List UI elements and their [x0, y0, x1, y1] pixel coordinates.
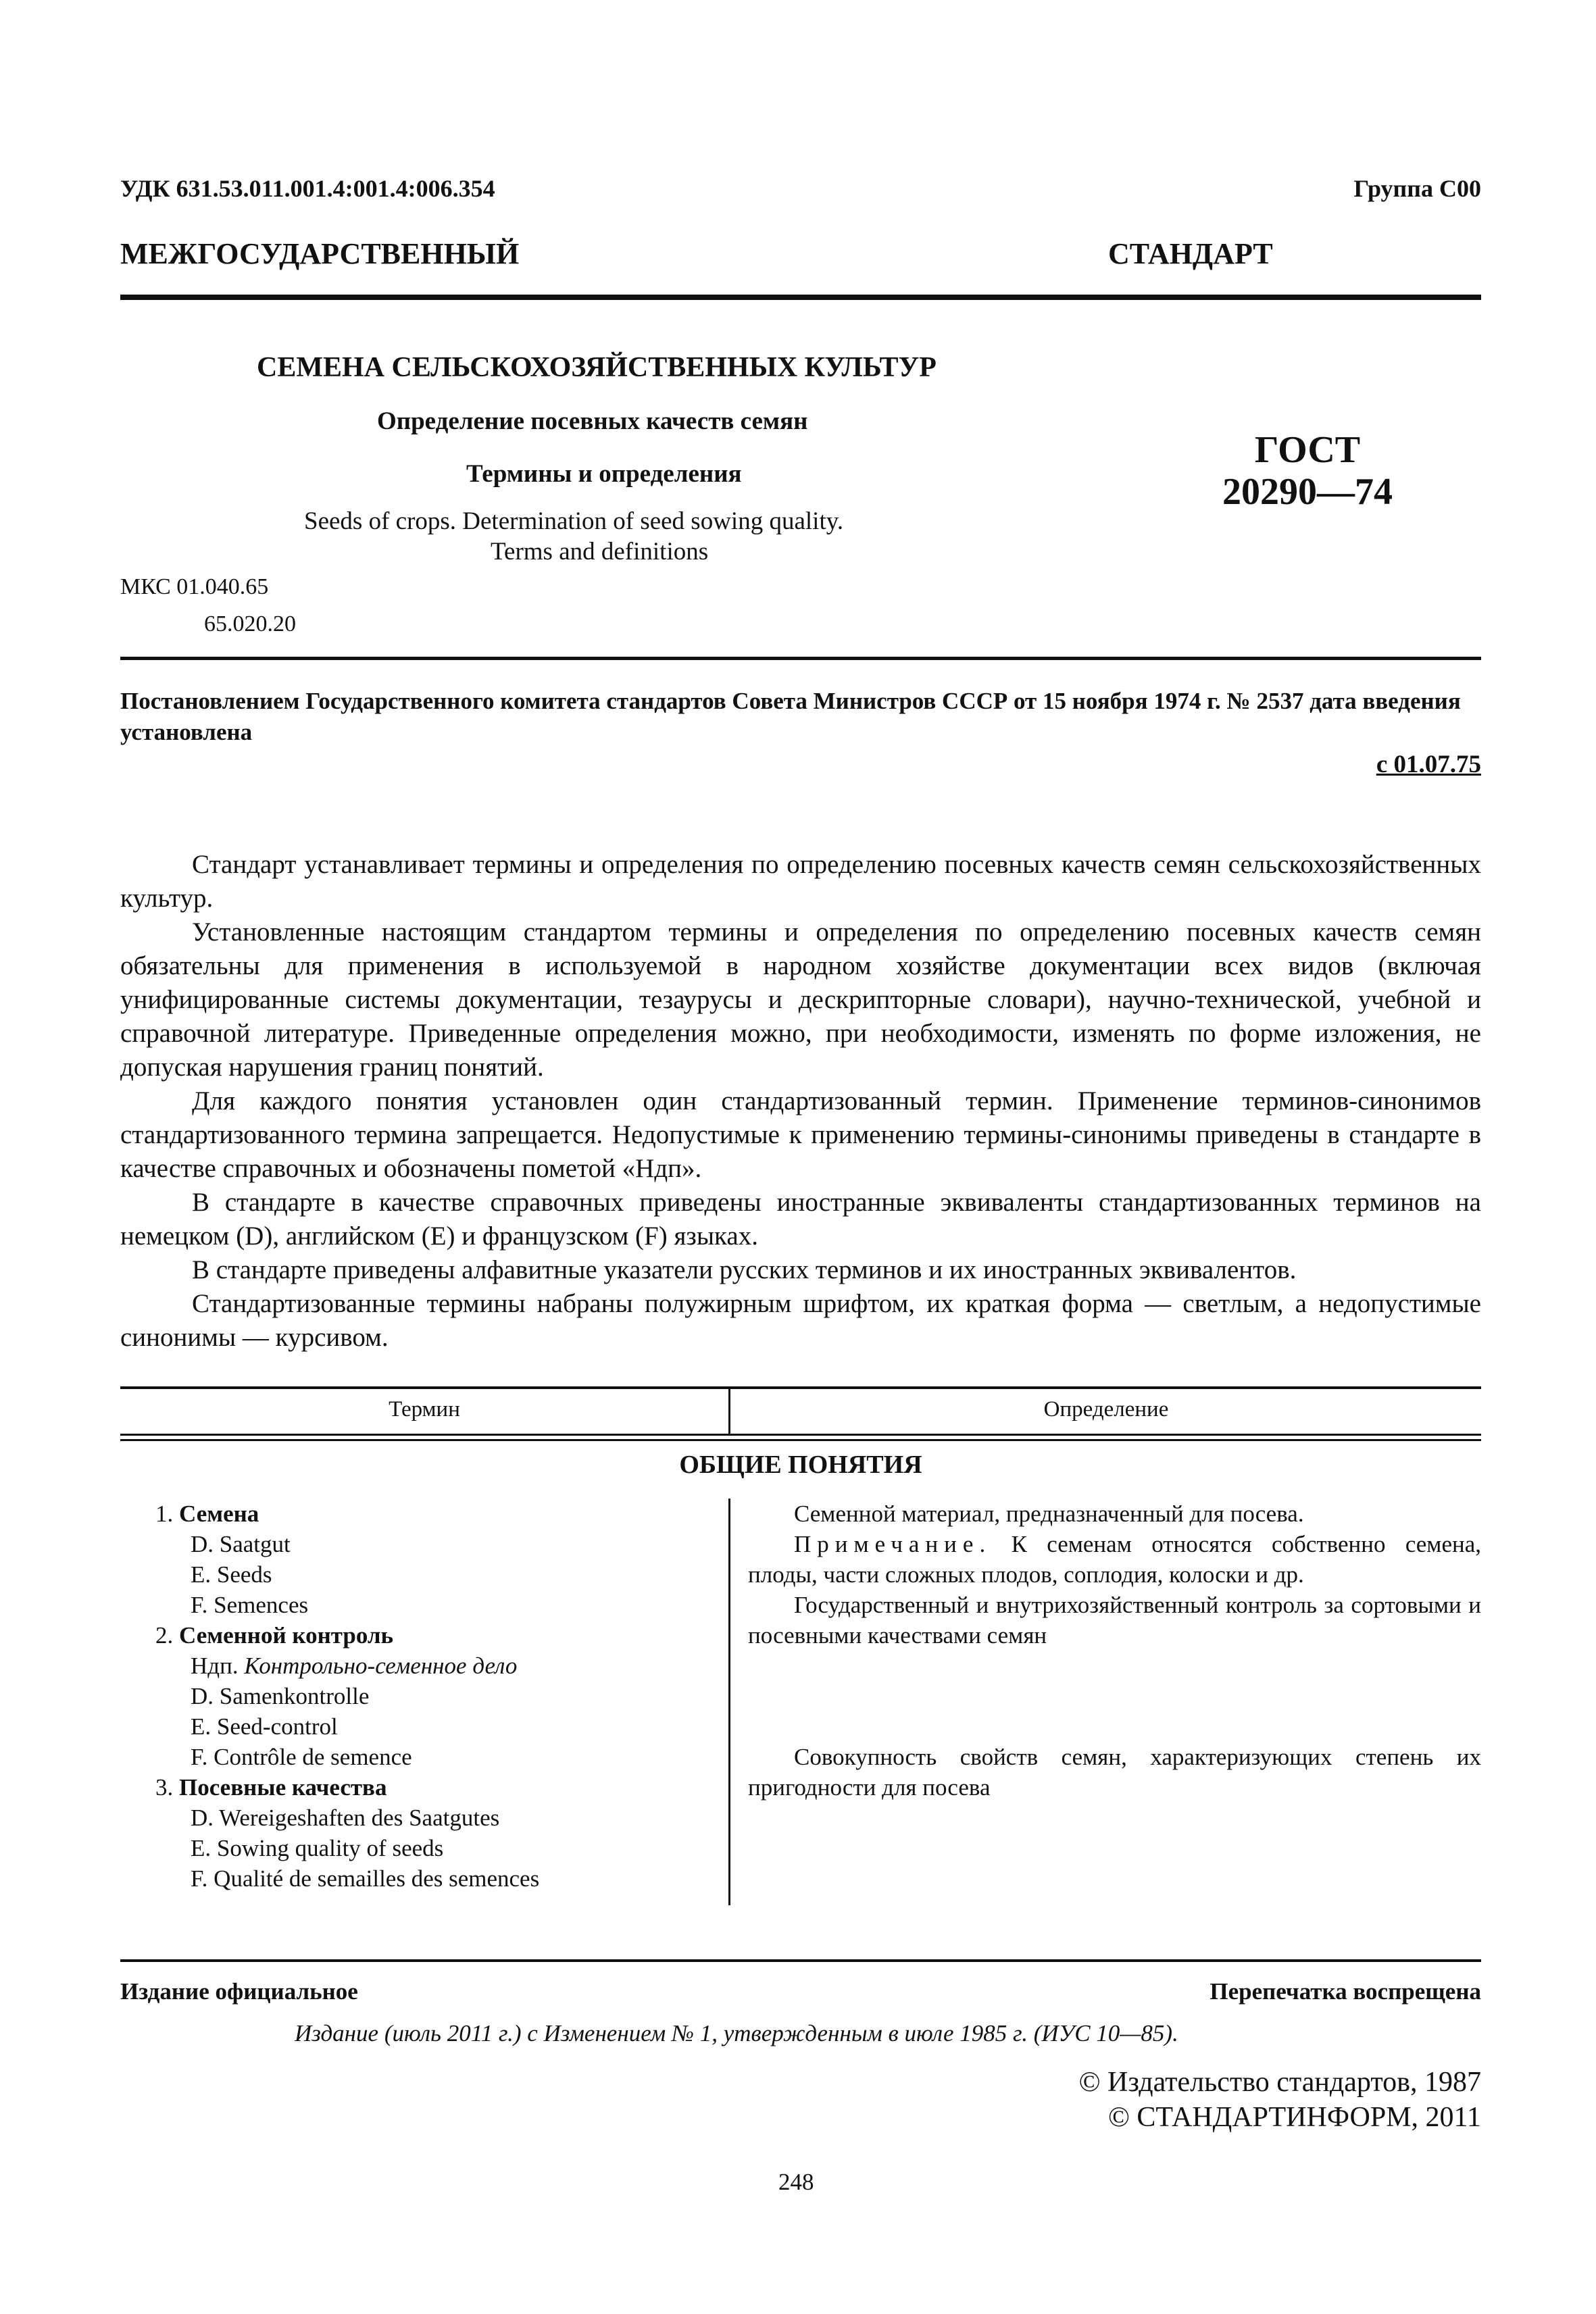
paragraph: Стандарт устанавливает термины и определения по определению посевных качеств семян сельскохозяйственных культур.	[120, 850, 1481, 913]
mks-code-1: МКС 01.040.65	[120, 574, 269, 599]
header-rule	[120, 295, 1481, 300]
ndp-term: Контрольно-семенное дело	[244, 1653, 518, 1679]
body-column-divider	[728, 1499, 730, 1905]
paragraph: Установленные настоящим стандартом термины и определения по определению посевных качеств семян обязательны для применения в используемой в народном хозяйстве документации всех видов (включая унифицированные системы документации, тезаурусы и дескрипторные словари), научно-технической, учебной и справочной литературе. Приведенные определения можно, при необходимости, изменять по форме изложения, не допуская нарушения границ понятий.	[120, 917, 1481, 1082]
term-number: 3.	[155, 1774, 174, 1801]
term-german: D. Saatgut	[191, 1531, 291, 1557]
ndp-label: Ндп.	[191, 1653, 239, 1679]
decree-text: Постановлением Государственного комитета стандартов Совета Министров СССР от 15 ноября 1974 г. № 2537 дата введения установлена	[120, 688, 1461, 745]
introduction-date: с 01.07.75	[1376, 751, 1481, 778]
reprint-prohibited-label: Перепечатка воспрещена	[1210, 1978, 1481, 2005]
column-header-definition: Определение	[1043, 1397, 1169, 1422]
term-ndp	[155, 1651, 723, 1681]
paragraph: Для каждого понятия установлен один стандартизованный термин. Применение терминов-синонимов стандартизованного термина запрещается. Недопустимые к применению термины-синонимы приведены в стандарте в качестве справочных и обозначены пометой «Ндп».	[120, 1086, 1481, 1183]
english-title-line1: Seeds of crops. Determination of seed sowing quality.	[304, 507, 844, 535]
definition-2: Государственный и внутрихозяйственный контроль за сортовыми и посевными качествами семян	[748, 1592, 1481, 1649]
table-header-rule-1	[120, 1434, 1481, 1436]
official-edition-label: Издание официальное	[120, 1978, 358, 2005]
term-english: E. Sowing quality of seeds	[191, 1835, 444, 1861]
copyright-line-2: © СТАНДАРТИНФОРМ, 2011	[1108, 2102, 1481, 2133]
section-heading: ОБЩИЕ ПОНЯТИЯ	[679, 1451, 922, 1479]
group-code: Группа С00	[1353, 175, 1481, 202]
term-number: 2.	[155, 1622, 174, 1649]
paragraph: В стандарте приведены алфавитные указатели русских терминов и их иностранных эквивалентов.	[192, 1255, 1297, 1284]
column-header-term: Термин	[389, 1397, 460, 1422]
paragraph: Стандартизованные термины набраны полужирным шрифтом, их краткая форма — светлым, а недопустимые синонимы — курсивом.	[120, 1289, 1481, 1352]
term-french: F. Qualité de semailles des semences	[191, 1865, 540, 1892]
title-rule	[120, 657, 1481, 660]
note-text: К семенам относятся собственно семена, плоды, части сложных плодов, соплодия, колоски и др.	[748, 1531, 1482, 1588]
gost-designation	[1210, 429, 1405, 513]
terms-column	[155, 1499, 723, 1894]
page-number: 248	[778, 2169, 814, 2195]
term-number: 1.	[155, 1501, 174, 1527]
copyright-line-1: © Издательство стандартов, 1987	[1078, 2067, 1481, 2098]
term-entry-3	[155, 1772, 723, 1803]
table-top-rule	[120, 1386, 1481, 1389]
definition-3: Совокупность свойств семян, характеризующих степень их пригодности для посева	[748, 1744, 1481, 1801]
introduction-body	[120, 848, 1481, 1355]
term-name: Семенной контроль	[179, 1622, 393, 1649]
header-column-divider	[728, 1389, 730, 1434]
term-german: D. Samenkontrolle	[191, 1683, 370, 1709]
definition-1: Семенной материал, предназначенный для посева.	[794, 1501, 1304, 1527]
definitions-column	[748, 1499, 1481, 1803]
term-french: F. Contrôle de semence	[191, 1744, 412, 1770]
mks-code-2: 65.020.20	[204, 611, 296, 636]
definition-note	[748, 1529, 1481, 1590]
term-french: F. Semences	[191, 1592, 309, 1618]
term-english: E. Seed-control	[191, 1713, 338, 1740]
gost-number: 20290—74	[1222, 471, 1393, 513]
standard-category-left: МЕЖГОСУДАРСТВЕННЫЙ	[120, 237, 520, 270]
document-subtitle-2: Термины и определения	[466, 460, 742, 488]
term-entry-2	[155, 1620, 723, 1651]
english-title-line2: Terms and definitions	[491, 538, 709, 565]
footer-rule	[120, 1959, 1481, 1962]
term-english: E. Seeds	[191, 1561, 272, 1588]
edition-note: Издание (июль 2011 г.) с Изменением № 1, утвержденным в июле 1985 г. (ИУС 10—85).	[295, 2020, 1178, 2046]
gost-label: ГОСТ	[1254, 429, 1361, 471]
table-header-rule-2	[120, 1439, 1481, 1441]
term-german: D. Wereigeshaften des Saatgutes	[191, 1805, 500, 1831]
term-name: Посевные качества	[179, 1774, 387, 1801]
document-subtitle: Определение посевных качеств семян	[377, 407, 808, 435]
note-label: Примечание.	[794, 1531, 992, 1557]
document-title: СЕМЕНА СЕЛЬСКОХОЗЯЙСТВЕННЫХ КУЛЬТУР	[257, 352, 937, 383]
term-name: Семена	[179, 1501, 259, 1527]
udk-code: УДК 631.53.011.001.4:001.4:006.354	[120, 175, 495, 202]
standard-category-right: СТАНДАРТ	[1108, 237, 1273, 270]
paragraph: В стандарте в качестве справочных приведены иностранные эквиваленты стандартизованных терминов на немецком (D), английском (E) и французском (F) языках.	[120, 1188, 1481, 1251]
term-entry-1	[155, 1499, 723, 1529]
